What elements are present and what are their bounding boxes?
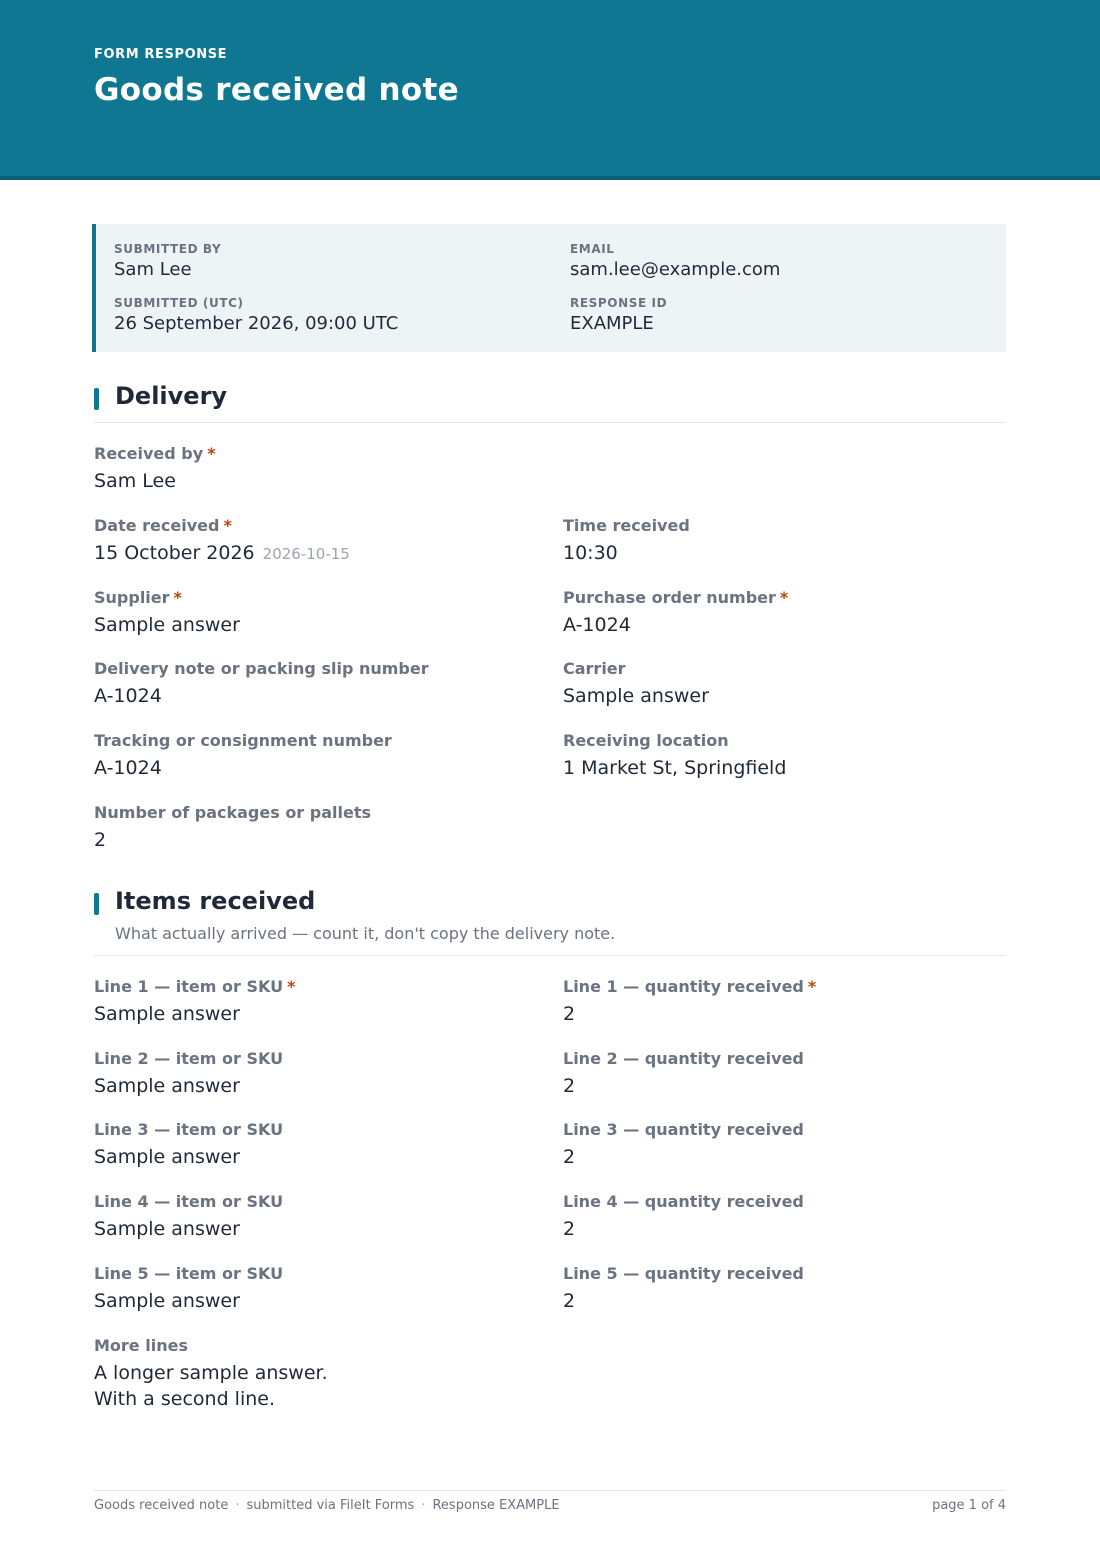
field-value: Sample answer [94, 1146, 240, 1168]
required-marker: * [223, 516, 232, 535]
field-label: Line 1 — quantity received * [563, 977, 817, 996]
field-value: Sample answer [94, 1003, 240, 1025]
more-lines-line-2: With a second line. [94, 1388, 275, 1410]
response-id-value: EXAMPLE [570, 313, 654, 334]
field-carrier [563, 659, 709, 709]
field-value: Sample answer [94, 614, 240, 636]
field-line-5-item [94, 1264, 283, 1314]
field-delivery-note [94, 659, 429, 709]
response-id [570, 295, 667, 335]
required-marker: * [779, 588, 789, 607]
field-line-3-quantity [563, 1120, 804, 1170]
submitted-utc-value: 26 September 2026, 09:00 UTC [114, 313, 399, 334]
submitted-by [114, 241, 221, 281]
footer-via: submitted via FileIt Forms [246, 1498, 415, 1513]
field-value: 1 Market St, Springfield [563, 757, 787, 779]
field-value: 2 [563, 1003, 576, 1025]
field-value: 2 [563, 1290, 576, 1312]
field-time-received [563, 516, 690, 566]
more-lines-line-1: A longer sample answer. [94, 1362, 328, 1384]
field-line-2-item [94, 1049, 283, 1099]
field-label: Line 2 — quantity received [563, 1049, 804, 1068]
field-line-3-item [94, 1120, 283, 1170]
field-label: More lines [94, 1336, 188, 1355]
field-value: A-1024 [563, 614, 631, 636]
field-value: Sam Lee [94, 470, 176, 492]
field-label: Line 3 — quantity received [563, 1120, 804, 1139]
field-line-4-quantity [563, 1192, 804, 1242]
field-label: Line 3 — item or SKU [94, 1120, 284, 1139]
page-header [0, 0, 1100, 180]
field-label: Tracking or consignment number [94, 731, 392, 750]
field-line-1-quantity [563, 977, 816, 1027]
field-value: 2 [563, 1146, 576, 1168]
section-accent-bar [94, 893, 99, 915]
required-marker: * [173, 588, 182, 607]
section-divider [94, 955, 1006, 956]
field-label: Receiving location [563, 731, 729, 750]
field-label: Date received * [94, 516, 232, 535]
field-value: A-1024 [94, 757, 162, 779]
field-label: Line 2 — item or SKU [94, 1049, 284, 1068]
footer-divider [94, 1490, 1006, 1491]
footer-form-name: Goods received note [94, 1498, 229, 1513]
field-label: Line 4 — item or SKU [94, 1192, 284, 1211]
field-value: A-1024 [94, 685, 162, 707]
field-receiving-location [563, 731, 786, 781]
footer-info [94, 1498, 560, 1513]
field-label: Supplier * [94, 588, 182, 607]
field-line-1-item [94, 977, 295, 1027]
field-line-5-quantity [563, 1264, 804, 1314]
field-value: 15 October 2026 2026-10-15 [94, 542, 350, 564]
field-label: Delivery note or packing slip number [94, 659, 429, 678]
separator-dot: · [235, 1498, 240, 1513]
section-divider [94, 422, 1006, 423]
email-value: sam.lee@example.com [570, 259, 781, 280]
field-label: Received by * [94, 444, 216, 463]
field-packages [94, 803, 371, 853]
field-label: Line 4 — quantity received [563, 1192, 804, 1211]
submitted-by-value: Sam Lee [114, 259, 192, 280]
field-value: 2 [563, 1075, 576, 1097]
section-title-items: Items received [115, 887, 316, 915]
required-marker: * [807, 977, 817, 996]
submitted-by-label: SUBMITTED BY [114, 242, 222, 256]
email-label: EMAIL [570, 242, 615, 256]
field-line-2-quantity [563, 1049, 804, 1099]
field-label: Purchase order number * [563, 588, 789, 607]
response-id-label: RESPONSE ID [570, 296, 668, 310]
field-more-lines [94, 1336, 328, 1412]
footer-response: Response EXAMPLE [432, 1498, 560, 1513]
required-marker: * [287, 977, 296, 996]
section-subtitle: What actually arrived — count it, don't copy the delivery note. [115, 924, 616, 943]
field-value: 2 [563, 1218, 576, 1240]
field-label: Carrier [563, 659, 626, 678]
field-value: Sample answer [94, 1218, 240, 1240]
field-label: Time received [563, 516, 690, 535]
field-label: Line 5 — item or SKU [94, 1264, 284, 1283]
required-marker: * [207, 444, 216, 463]
field-label: Line 1 — item or SKU * [94, 977, 296, 996]
page-number: page 1 of 4 [932, 1498, 1006, 1513]
field-supplier [94, 588, 240, 638]
submitted-utc-label: SUBMITTED (UTC) [114, 296, 244, 310]
field-tracking [94, 731, 392, 781]
form-response-kicker: FORM RESPONSE [94, 47, 228, 62]
email [570, 241, 780, 281]
field-label: Line 5 — quantity received [563, 1264, 804, 1283]
field-date-received [94, 516, 350, 567]
field-value [94, 1360, 328, 1412]
field-value: 2 [94, 829, 107, 851]
page-title: Goods received note [94, 72, 459, 108]
field-line-4-item [94, 1192, 283, 1242]
field-label: Number of packages or pallets [94, 803, 372, 822]
submission-meta-box [92, 224, 1006, 352]
field-value: Sample answer [563, 685, 709, 707]
field-value: Sample answer [94, 1290, 240, 1312]
field-po-number [563, 588, 788, 638]
separator-dot: · [421, 1498, 426, 1513]
section-accent-bar [94, 388, 99, 410]
field-value: 10:30 [563, 542, 618, 564]
submitted-utc [114, 295, 398, 335]
iso-date: 2026-10-15 [262, 545, 350, 563]
section-title-delivery: Delivery [115, 382, 228, 410]
field-received-by [94, 444, 216, 494]
field-value: Sample answer [94, 1075, 240, 1097]
